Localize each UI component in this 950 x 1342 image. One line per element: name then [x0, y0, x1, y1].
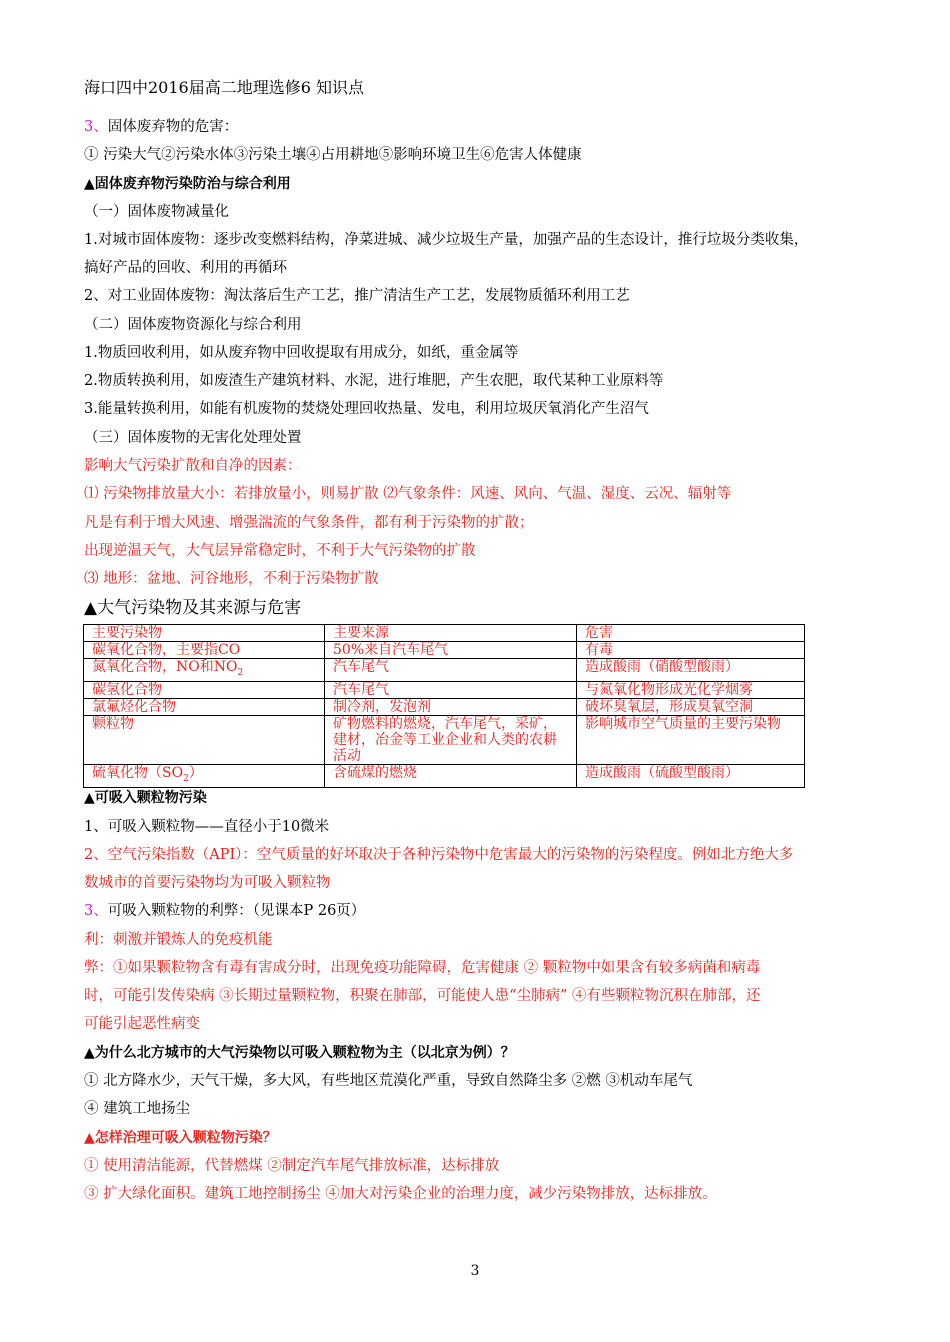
subscript: 2 [183, 773, 189, 784]
paragraph: 搞好产品的回收、利用的再循环 [84, 260, 287, 276]
table-cell: 氯氟烃化合物 [84, 698, 325, 715]
table-row [84, 715, 805, 764]
paragraph: 3.能量转换利用，如能有机废物的焚烧处理回收热量、发电，利用垃圾厌氧消化产生沼气 [84, 401, 649, 417]
paragraph: 1.物质回收利用，如从废弃物中回收提取有用成分，如纸，重金属等 [84, 345, 519, 361]
paragraph: 2.物质转换利用，如废渣生产建筑材料、水泥，进行堆肥，产生农肥，取代某种工业原料等 [84, 373, 664, 389]
table-row [84, 764, 805, 787]
section-3-heading [84, 117, 238, 137]
doc-title: 海口四中2016届高二地理选修6 知识点 [84, 78, 364, 97]
table-row [84, 659, 805, 682]
table-cell: 汽车尾气 [325, 659, 577, 682]
table-row [84, 642, 805, 659]
section-text: 固体废弃物的危害： [107, 119, 239, 135]
paragraph: （三）固体废物的无害化处理处置 [84, 430, 302, 446]
table-cell: 影响城市空气质量的主要污染物 [577, 715, 805, 764]
table-header-cell: 主要来源 [325, 625, 577, 642]
red-paragraph: 影响大气污染扩散和自净的因素： [84, 458, 302, 474]
table-cell: 造成酸雨（硫酸型酸雨） [577, 764, 805, 787]
table-cell: 有毒 [577, 642, 805, 659]
table-row [84, 698, 805, 715]
red-paragraph: 2、空气污染指数（API）：空气质量的好坏取决于各种污染物中危害最大的污染物的污染程度。例如北方绝大多 [84, 847, 794, 863]
heading-pm: ▲可吸入颗粒物污染 [84, 790, 207, 806]
subscript: 2 [237, 667, 244, 678]
table-cell [84, 659, 325, 682]
table-cell: 颗粒物 [84, 715, 325, 764]
paragraph: 1.对城市固体废物：逐步改变燃料结构，净菜进城、减少垃圾生产量，加强产品的生态设计，推行垃圾分类收集， [84, 232, 809, 248]
table-cell: 碳氢化合物 [84, 681, 325, 698]
pollutant-table [83, 624, 805, 788]
page-number: 3 [470, 1263, 480, 1279]
table-header-cell: 危害 [577, 625, 805, 642]
paragraph: （一）固体废物减量化 [84, 204, 229, 220]
table-row [84, 681, 805, 698]
heading-solid-waste: ▲固体废弃物污染防治与综合利用 [84, 176, 291, 192]
red-paragraph: 出现逆温天气，大气层异常稳定时，不利于大气污染物的扩散 [84, 543, 476, 559]
cell-text: 硫氧化物（SO [92, 764, 184, 781]
heading-how: ▲怎样治理可吸入颗粒物污染？ [84, 1130, 277, 1146]
cell-text: ） [188, 764, 203, 781]
heading-air-pollutants: ▲大气污染物及其来源与危害 [84, 598, 302, 618]
table-cell: 造成酸雨（硝酸型酸雨） [577, 659, 805, 682]
red-paragraph: 数城市的首要污染物均为可吸入颗粒物 [84, 875, 331, 891]
red-paragraph: ① 使用清洁能源，代替燃煤 ②制定汽车尾气排放标准，达标排放 [84, 1158, 500, 1174]
table-cell: 碳氧化合物，主要指CO [84, 642, 325, 659]
table-cell: 破坏臭氧层，形成臭氧空洞 [577, 698, 805, 715]
section-text: 可吸入颗粒物的利弊：（见课本P 26页） [107, 903, 366, 919]
red-paragraph: 可能引起恶性病变 [84, 1016, 200, 1032]
table-cell: 50%来自汽车尾气 [325, 642, 577, 659]
paragraph: 1、可吸入颗粒物——直径小于10微米 [84, 819, 330, 835]
red-paragraph: 凡是有利于增大风速、增强湍流的气象条件，都有利于污染物的扩散； [84, 515, 534, 531]
table-cell: 制冷剂，发泡剂 [325, 698, 577, 715]
table-cell: 与氮氧化物形成光化学烟雾 [577, 681, 805, 698]
red-paragraph: 时，可能引发传染病 ③长期过量颗粒物，积聚在肺部，可能使人患“尘肺病” ④有些颗粒物沉积在肺部，还 [84, 988, 761, 1004]
table-header-row [84, 625, 805, 642]
paragraph: 2、对工业固体废物：淘汰落后生产工艺，推广清洁生产工艺，发展物质循环利用工艺 [84, 288, 630, 304]
table-cell: 汽车尾气 [325, 681, 577, 698]
red-paragraph: 利：刺激并锻炼人的免疫机能 [84, 932, 273, 948]
heading-why: ▲为什么北方城市的大气污染物以可吸入颗粒物为主（以北京为例）？ [84, 1045, 515, 1061]
paragraph: （二）固体废物资源化与综合利用 [84, 317, 302, 333]
pm-pros-cons-heading [84, 901, 365, 921]
harms-list: ① 污染大气②污染水体③污染土壤④占用耕地⑤影响环境卫生⑥危害人体健康 [84, 147, 582, 163]
table-cell: 含硫煤的燃烧 [325, 764, 577, 787]
red-paragraph: ⑶ 地形：盆地、河谷地形，不利于污染物扩散 [84, 571, 379, 587]
cell-text: 氮氧化合物，NO和NO [92, 659, 238, 675]
red-paragraph: ⑴ 污染物排放量大小：若排放量小，则易扩散 ⑵气象条件：风速、风向、气温、湿度、云况、辐射等 [84, 486, 732, 502]
table-cell: 矿物燃料的燃烧，汽车尾气，采矿，建材，冶金等工业企业和人类的农耕活动 [325, 715, 577, 764]
table-header-cell: 主要污染物 [84, 625, 325, 642]
section-number: 3、 [84, 119, 108, 135]
table-cell [84, 764, 325, 787]
section-number: 3、 [84, 903, 108, 919]
red-paragraph: ③ 扩大绿化面积。建筑工地控制扬尘 ④加大对污染企业的治理力度，减少污染物排放，达标排放。 [84, 1186, 717, 1202]
red-paragraph: 弊：①如果颗粒物含有毒有害成分时，出现免疫功能障碍，危害健康 ② 颗粒物中如果含有较多病菌和病毒 [84, 960, 761, 976]
paragraph: ① 北方降水少，天气干燥，多大风，有些地区荒漠化严重，导致自然降尘多 ②燃 ③机动车尾气 [84, 1073, 693, 1089]
paragraph: ④ 建筑工地扬尘 [84, 1101, 191, 1117]
